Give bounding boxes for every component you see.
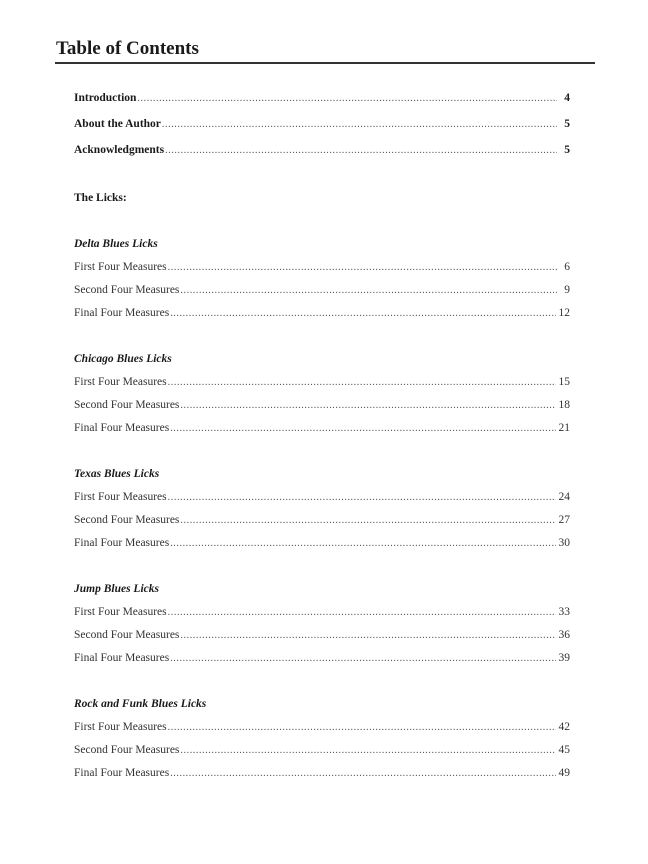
toc-entry-label: Second Four Measures xyxy=(74,629,180,641)
toc-entry-label: Final Four Measures xyxy=(74,767,170,779)
toc-entry-label: Final Four Measures xyxy=(74,652,170,664)
toc-page-number: 39 xyxy=(558,652,570,664)
toc-entry-introduction[interactable] xyxy=(74,90,570,106)
toc-page-number: 5 xyxy=(564,144,570,156)
dot-leader xyxy=(170,421,555,437)
dot-leader xyxy=(170,766,555,782)
toc-page-number: 9 xyxy=(564,284,570,296)
toc-entry-about-the-author[interactable] xyxy=(74,116,570,132)
section-heading: Delta Blues Licks xyxy=(74,238,158,250)
toc-page-number: 4 xyxy=(564,92,570,104)
toc-entry[interactable] xyxy=(74,282,570,298)
toc-page-number: 18 xyxy=(558,399,570,411)
toc-entry[interactable] xyxy=(74,259,570,275)
dot-leader xyxy=(165,143,557,159)
dot-leader xyxy=(180,513,555,529)
toc-page-number: 5 xyxy=(564,118,570,130)
dot-leader xyxy=(162,117,557,133)
toc-page-number: 36 xyxy=(558,629,570,641)
page-title: Table of Contents xyxy=(56,38,199,59)
toc-page-number: 49 xyxy=(558,767,570,779)
toc-entry-label: Introduction xyxy=(74,92,137,104)
toc-entry[interactable] xyxy=(74,604,570,620)
dot-leader xyxy=(180,283,557,299)
toc-entry[interactable] xyxy=(74,420,570,436)
toc-entry-label: First Four Measures xyxy=(74,261,167,273)
toc-page-number: 27 xyxy=(558,514,570,526)
toc-entry[interactable] xyxy=(74,627,570,643)
toc-entry[interactable] xyxy=(74,650,570,666)
toc-page-number: 33 xyxy=(558,606,570,618)
toc-entry[interactable] xyxy=(74,765,570,781)
toc-entry-label: Final Four Measures xyxy=(74,537,170,549)
dot-leader xyxy=(168,605,556,621)
toc-entry-label: About the Author xyxy=(74,118,161,130)
dot-leader xyxy=(170,306,555,322)
toc-entry[interactable] xyxy=(74,397,570,413)
dot-leader xyxy=(168,490,556,506)
toc-entry-label: First Four Measures xyxy=(74,491,167,503)
section-heading: Rock and Funk Blues Licks xyxy=(74,698,207,710)
toc-entry-label: Second Four Measures xyxy=(74,744,180,756)
section-heading: Texas Blues Licks xyxy=(74,468,160,480)
toc-entry-label: First Four Measures xyxy=(74,376,167,388)
toc-entry-acknowledgments[interactable] xyxy=(74,142,570,158)
toc-page-number: 24 xyxy=(558,491,570,503)
dot-leader xyxy=(137,91,557,107)
toc-entry-label: Second Four Measures xyxy=(74,514,180,526)
toc-entry[interactable] xyxy=(74,489,570,505)
toc-entry[interactable] xyxy=(74,305,570,321)
toc-page-number: 6 xyxy=(564,261,570,273)
dot-leader xyxy=(180,398,555,414)
toc-page-number: 42 xyxy=(558,721,570,733)
section-heading: Chicago Blues Licks xyxy=(74,353,172,365)
licks-heading: The Licks: xyxy=(74,192,127,204)
toc-page-number: 30 xyxy=(558,537,570,549)
dot-leader xyxy=(168,375,556,391)
toc-entry-label: Second Four Measures xyxy=(74,399,180,411)
dot-leader xyxy=(168,720,556,736)
toc-entry[interactable] xyxy=(74,374,570,390)
toc-entry[interactable] xyxy=(74,535,570,551)
toc-entry-label: First Four Measures xyxy=(74,606,167,618)
dot-leader xyxy=(170,536,555,552)
toc-page-number: 21 xyxy=(558,422,570,434)
section-heading: Jump Blues Licks xyxy=(74,583,159,595)
toc-entry[interactable] xyxy=(74,512,570,528)
dot-leader xyxy=(180,628,555,644)
toc-entry[interactable] xyxy=(74,719,570,735)
dot-leader xyxy=(168,260,557,276)
toc-entry[interactable] xyxy=(74,742,570,758)
toc-entry-label: Final Four Measures xyxy=(74,422,170,434)
toc-page-number: 12 xyxy=(558,307,570,319)
toc-entry-label: Acknowledgments xyxy=(74,144,165,156)
toc-entry-label: Second Four Measures xyxy=(74,284,180,296)
toc-page-number: 15 xyxy=(558,376,570,388)
title-rule xyxy=(55,62,595,64)
toc-entry-label: Final Four Measures xyxy=(74,307,170,319)
dot-leader xyxy=(180,743,555,759)
dot-leader xyxy=(170,651,555,667)
toc-entry-label: First Four Measures xyxy=(74,721,167,733)
toc-page-number: 45 xyxy=(558,744,570,756)
